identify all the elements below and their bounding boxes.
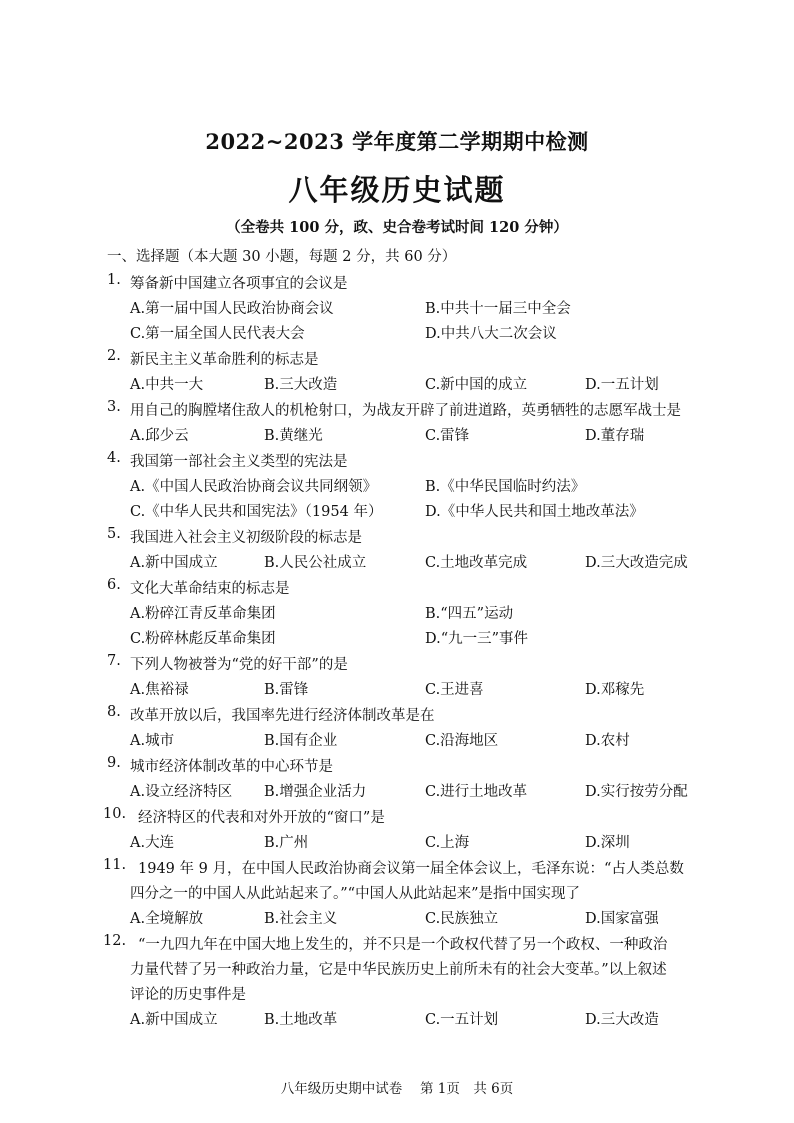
question-2-option-c: C.新中国的成立 bbox=[425, 377, 528, 393]
question-9-option-b: B.增强企业活力 bbox=[264, 784, 367, 800]
question-4-option-d: D.《中华人民共和国土地改革法》 bbox=[425, 504, 644, 520]
question-9-option-c: C.进行土地改革 bbox=[425, 784, 528, 800]
question-2-option-d: D.一五计划 bbox=[585, 377, 659, 393]
question-10-option-c: C.上海 bbox=[425, 835, 470, 851]
question-11-text-line-2: 四分之一的中国人从此站起来了。”“中国人从此站起来”是指中国实现了 bbox=[130, 886, 580, 902]
subject-title: 八年级历史试题 bbox=[288, 173, 506, 207]
question-12-text-line-1: “一九四九年在中国大地上发生的，并不只是一个政权代替了另一个政权、一种政治 bbox=[138, 937, 668, 953]
question-5-option-d: D.三大改造完成 bbox=[585, 555, 688, 571]
question-1-option-b: B.中共十一届三中全会 bbox=[425, 301, 571, 317]
question-6-number: 6. bbox=[107, 577, 121, 593]
question-5-option-c: C.土地改革完成 bbox=[425, 555, 528, 571]
question-12-text-line-2: 力量代替了另一种政治力量，它是中华民族历史上前所未有的社会大变革。”以上叙述 bbox=[130, 962, 667, 978]
exam-note: （全卷共 100 分，政、史合卷考试时间 120 分钟） bbox=[226, 219, 568, 236]
question-7-option-a: A.焦裕禄 bbox=[130, 682, 189, 698]
question-1-option-a: A.第一届中国人民政治协商会议 bbox=[130, 301, 334, 317]
question-4-text: 我国第一部社会主义类型的宪法是 bbox=[130, 454, 348, 470]
question-11-text-line-1: 1949 年 9 月，在中国人民政治协商会议第一届全体会议上，毛泽东说：“占人类总数 bbox=[138, 861, 684, 877]
question-3-option-a: A.邱少云 bbox=[130, 428, 189, 444]
question-3-option-b: B.黄继光 bbox=[264, 428, 323, 444]
question-10-option-b: B.广州 bbox=[264, 835, 309, 851]
question-11-option-a: A.全境解放 bbox=[130, 911, 204, 927]
question-6-option-a: A.粉碎江青反革命集团 bbox=[130, 606, 276, 622]
question-2-option-b: B.三大改造 bbox=[264, 377, 338, 393]
question-6-option-d: D.“九一三”事件 bbox=[425, 631, 529, 647]
question-1-option-d: D.中共八大二次会议 bbox=[425, 326, 557, 342]
question-6-text: 文化大革命结束的标志是 bbox=[130, 581, 290, 597]
question-3-option-d: D.董存瑞 bbox=[585, 428, 645, 444]
question-1-number: 1. bbox=[107, 272, 121, 288]
question-7-option-b: B.雷锋 bbox=[264, 682, 309, 698]
question-2-option-a: A.中共一大 bbox=[130, 377, 204, 393]
question-3-option-c: C.雷锋 bbox=[425, 428, 470, 444]
question-7-number: 7. bbox=[107, 653, 121, 669]
question-2-number: 2. bbox=[107, 348, 121, 364]
question-6-option-c: C.粉碎林彪反革命集团 bbox=[130, 631, 276, 647]
question-1-option-c: C.第一届全国人民代表大会 bbox=[130, 326, 305, 342]
page-footer: 八年级历史期中试卷 第 1页 共 6页 bbox=[280, 1081, 514, 1097]
question-8-number: 8. bbox=[107, 704, 121, 720]
question-5-option-b: B.人民公社成立 bbox=[264, 555, 367, 571]
question-10-option-a: A.大连 bbox=[130, 835, 175, 851]
question-2-text: 新民主主义革命胜利的标志是 bbox=[130, 352, 319, 368]
question-8-option-d: D.农村 bbox=[585, 733, 630, 749]
question-1-text: 筹备新中国建立各项事宜的会议是 bbox=[130, 276, 348, 292]
question-8-option-a: A.城市 bbox=[130, 733, 175, 749]
question-8-option-b: B.国有企业 bbox=[264, 733, 338, 749]
question-7-text: 下列人物被誉为“党的好干部”的是 bbox=[130, 657, 348, 673]
question-9-option-a: A.设立经济特区 bbox=[130, 784, 233, 800]
question-11-option-c: C.民族独立 bbox=[425, 911, 499, 927]
question-8-option-c: C.沿海地区 bbox=[425, 733, 499, 749]
question-12-option-d: D.三大改造 bbox=[585, 1012, 659, 1028]
question-5-option-a: A.新中国成立 bbox=[130, 555, 218, 571]
question-7-option-c: C.王进喜 bbox=[425, 682, 484, 698]
question-6-option-b: B.“四五”运动 bbox=[425, 606, 514, 622]
question-5-text: 我国进入社会主义初级阶段的标志是 bbox=[130, 530, 362, 546]
question-4-option-b: B.《中华民国临时约法》 bbox=[425, 479, 586, 495]
section-heading: 一、选择题（本大题 30 小题，每题 2 分，共 60 分） bbox=[107, 249, 457, 265]
question-12-option-a: A.新中国成立 bbox=[130, 1012, 218, 1028]
question-12-number: 12. bbox=[103, 933, 127, 949]
question-9-number: 9. bbox=[107, 755, 121, 771]
question-9-option-d: D.实行按劳分配 bbox=[585, 784, 688, 800]
question-12-text-line-3: 评论的历史事件是 bbox=[130, 987, 246, 1003]
question-5-number: 5. bbox=[107, 526, 121, 542]
question-7-option-d: D.邓稼先 bbox=[585, 682, 645, 698]
question-3-text: 用自己的胸膛堵住敌人的机枪射口，为战友开辟了前进道路，英勇牺牲的志愿军战士是 bbox=[130, 403, 681, 419]
question-4-option-a: A.《中国人民政治协商会议共同纲领》 bbox=[130, 479, 378, 495]
question-10-option-d: D.深圳 bbox=[585, 835, 630, 851]
question-11-number: 11. bbox=[103, 857, 127, 873]
question-4-number: 4. bbox=[107, 450, 121, 466]
question-12-option-b: B.土地改革 bbox=[264, 1012, 338, 1028]
question-3-number: 3. bbox=[107, 399, 121, 415]
question-4-option-c: C.《中华人民共和国宪法》（1954 年） bbox=[130, 504, 383, 520]
question-8-text: 改革开放以后，我国率先进行经济体制改革是在 bbox=[130, 708, 435, 724]
question-11-option-d: D.国家富强 bbox=[585, 911, 659, 927]
question-10-text: 经济特区的代表和对外开放的“窗口”是 bbox=[138, 810, 385, 826]
question-9-text: 城市经济体制改革的中心环节是 bbox=[130, 759, 333, 775]
exam-title: 2022~2023 学年度第二学期期中检测 bbox=[205, 129, 589, 154]
question-11-option-b: B.社会主义 bbox=[264, 911, 338, 927]
question-10-number: 10. bbox=[103, 806, 127, 822]
question-12-option-c: C.一五计划 bbox=[425, 1012, 499, 1028]
